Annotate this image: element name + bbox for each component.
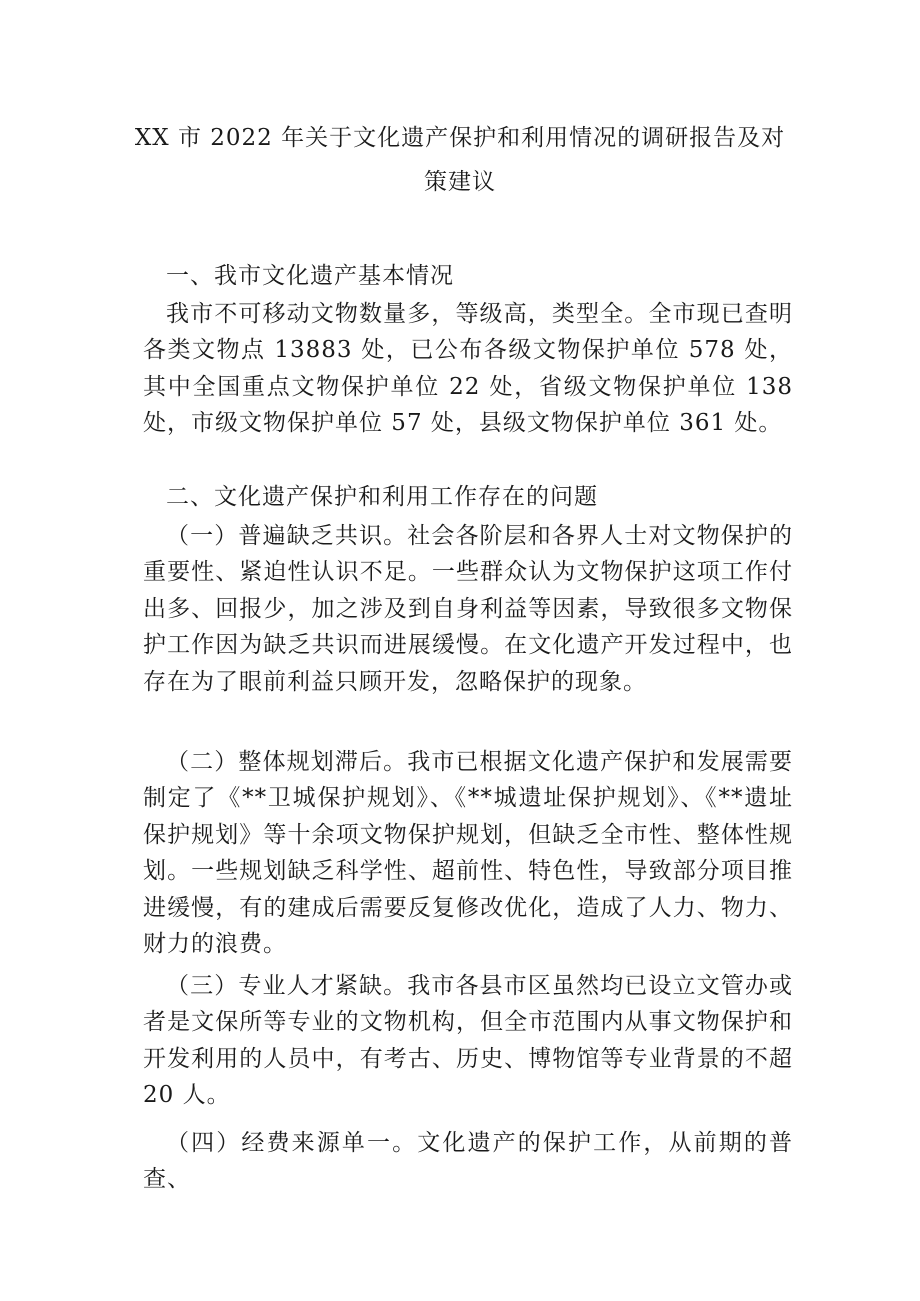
problem-item-4: （四）经费来源单一。文化遗产的保护工作，从前期的普查、 <box>143 1130 793 1193</box>
section2-heading: 二、文化遗产保护和利用工作存在的问题 <box>166 484 598 510</box>
problem-item-2: （二）整体规划滞后。我市已根据文化遗产保护和发展需要制定了《**卫城保护规划》、《**城遗址保护规划》、《**遗址保护规划》等十余项文物保护规划，但缺乏全市性、整体性规划。一些规划缺乏科学性、超前性、特色性，导致部分项目推进缓慢，有的建成后需要反复修改优化，造成了人力、物力、财力的浪费。 <box>143 749 793 958</box>
section1-heading: 一、我市文化遗产基本情况 <box>166 263 454 289</box>
document-title-line2: 策建议 <box>424 169 496 195</box>
problem-item-1: （一）普遍缺乏共识。社会各阶层和各界人士对文物保护的重要性、紧迫性认识不足。一些群众认为文物保护这项工作付出多、回报少，加之涉及到自身利益等因素，导致很多文物保护工作因为缺乏共识而进展缓慢。在文化遗产开发过程中，也存在为了眼前利益只顾开发，忽略保护的现象。 <box>143 523 793 695</box>
problem-item-3: （三）专业人才紧缺。我市各县市区虽然均已设立文管办或者是文保所等专业的文物机构，但全市范围内从事文物保护和开发利用的人员中，有考古、历史、博物馆等专业背景的不超 20 人。 <box>143 973 793 1109</box>
section1-paragraph: 我市不可移动文物数量多，等级高，类型全。全市现已查明各类文物点 13883 处，已公布各级文物保护单位 578 处，其中全国重点文物保护单位 22 处，省级文物保护单位 138 处，市级文物保护单位 57 处，县级文物保护单位 361 处。 <box>143 301 793 437</box>
document-title-line1: XX 市 2022 年关于文化遗产保护和利用情况的调研报告及对 <box>134 125 786 151</box>
